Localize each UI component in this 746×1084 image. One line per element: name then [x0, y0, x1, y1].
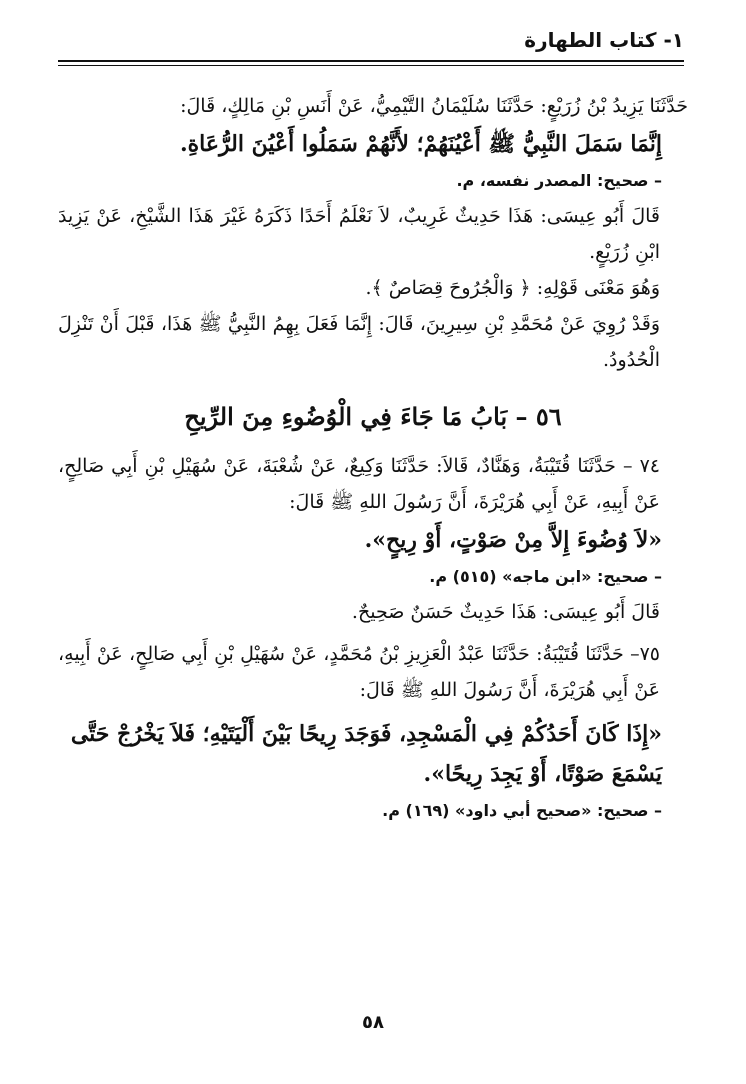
- hadith-text: إِنَّمَا سَمَلَ النَّبِيُّ ﷺ أَعْيُنَهُمْ؛ لأَنَّهُمْ سَمَلُوا أَعْيُنَ الرُّعَاةِ.: [179, 131, 662, 157]
- comment-paragraph: وَقَدْ رُوِيَ عَنْ مُحَمَّدِ بْنِ سِيرِينَ، قَالَ: إِنَّمَا فَعَلَ بِهِمُ النَّبِيُّ ﷺ هَذَا، قَبْلَ أَنْ تَنْزِلَ الْحُدُودُ.: [58, 313, 660, 371]
- hadith-75-grade: – صحيح: «صحيح أبي داود» (١٦٩) م.: [382, 801, 662, 820]
- hadith-74-text: «لاَ وُضُوءَ إِلاَّ مِنْ صَوْتٍ، أَوْ رِيحٍ».: [364, 527, 662, 553]
- hadith-74-grade: – صحيح: «ابن ماجه» (٥١٥) م.: [429, 567, 662, 586]
- header-rule-thin: [58, 65, 684, 66]
- hadith-75-isnad: ٧٥– حَدَّثَنَا قُتَيْبَةُ: حَدَّثَنَا عَبْدُ الْعَزِيزِ بْنُ مُحَمَّدٍ، عَنْ سُهَيْلِ بْنِ أَبِي صَالِحٍ، عَنْ أَبِيهِ، عَنْ أَبِي هُرَيْرَةَ، أَنَّ رَسُولَ اللهِ ﷺ قَالَ:: [58, 643, 660, 701]
- chapter-title: ٥٦ – بَابُ مَا جَاءَ فِي الْوُضُوءِ مِنَ الرِّيحِ: [184, 402, 562, 431]
- isnad-paragraph: حَدَّثَنَا يَزِيدُ بْنُ زُرَيْعٍ: حَدَّثَنَا سُلَيْمَانُ التَّيْمِيُّ، عَنْ أَنَسِ بْنِ مَالِكٍ، قَالَ:: [180, 95, 688, 117]
- comment-paragraph: قَالَ أَبُو عِيسَى: هَذَا حَدِيثٌ غَرِيبٌ، لاَ نَعْلَمُ أَحَدًا ذَكَرَهُ غَيْرَ هَذَا الشَّيْخِ، عَنْ يَزِيدَ ابْنِ زُرَيْعٍ.: [58, 205, 660, 263]
- running-header: ١- كتاب الطهارة: [524, 28, 684, 52]
- page-number: ٥٨: [362, 1012, 384, 1033]
- hadith-74-isnad: ٧٤ – حَدَّثَنَا قُتَيْبَةُ، وَهَنَّادٌ، قَالاَ: حَدَّثَنَا وَكِيعٌ، عَنْ شُعْبَةَ، عَنْ سُهَيْلِ بْنِ أَبِي صَالِحٍ، عَنْ أَبِيهِ، عَنْ أَبِي هُرَيْرَةَ، أَنَّ رَسُولَ اللهِ ﷺ قَالَ:: [58, 455, 660, 513]
- hadith-74-comment: قَالَ أَبُو عِيسَى: هَذَا حَدِيثٌ حَسَنٌ صَحِيحٌ.: [351, 601, 660, 623]
- page-content: [58, 88, 688, 828]
- grade-note: – صحيح: المصدر نفسه، م.: [456, 171, 662, 190]
- hadith-75-text: «إِذَا كَانَ أَحَدُكُمْ فِي الْمَسْجِدِ، فَوَجَدَ رِيحًا بَيْنَ أَلْيَتَيْهِ؛ فَلاَ يَخْرُجْ حَتَّى يَسْمَعَ صَوْتًا، أَوْ يَجِدَ رِيحًا».: [70, 721, 662, 787]
- header-rule-thick: [58, 60, 684, 62]
- comment-paragraph: وَهُوَ مَعْنَى قَوْلِهِ: ﴿ وَالْجُرُوحَ قِصَاصٌ ﴾.: [365, 277, 660, 299]
